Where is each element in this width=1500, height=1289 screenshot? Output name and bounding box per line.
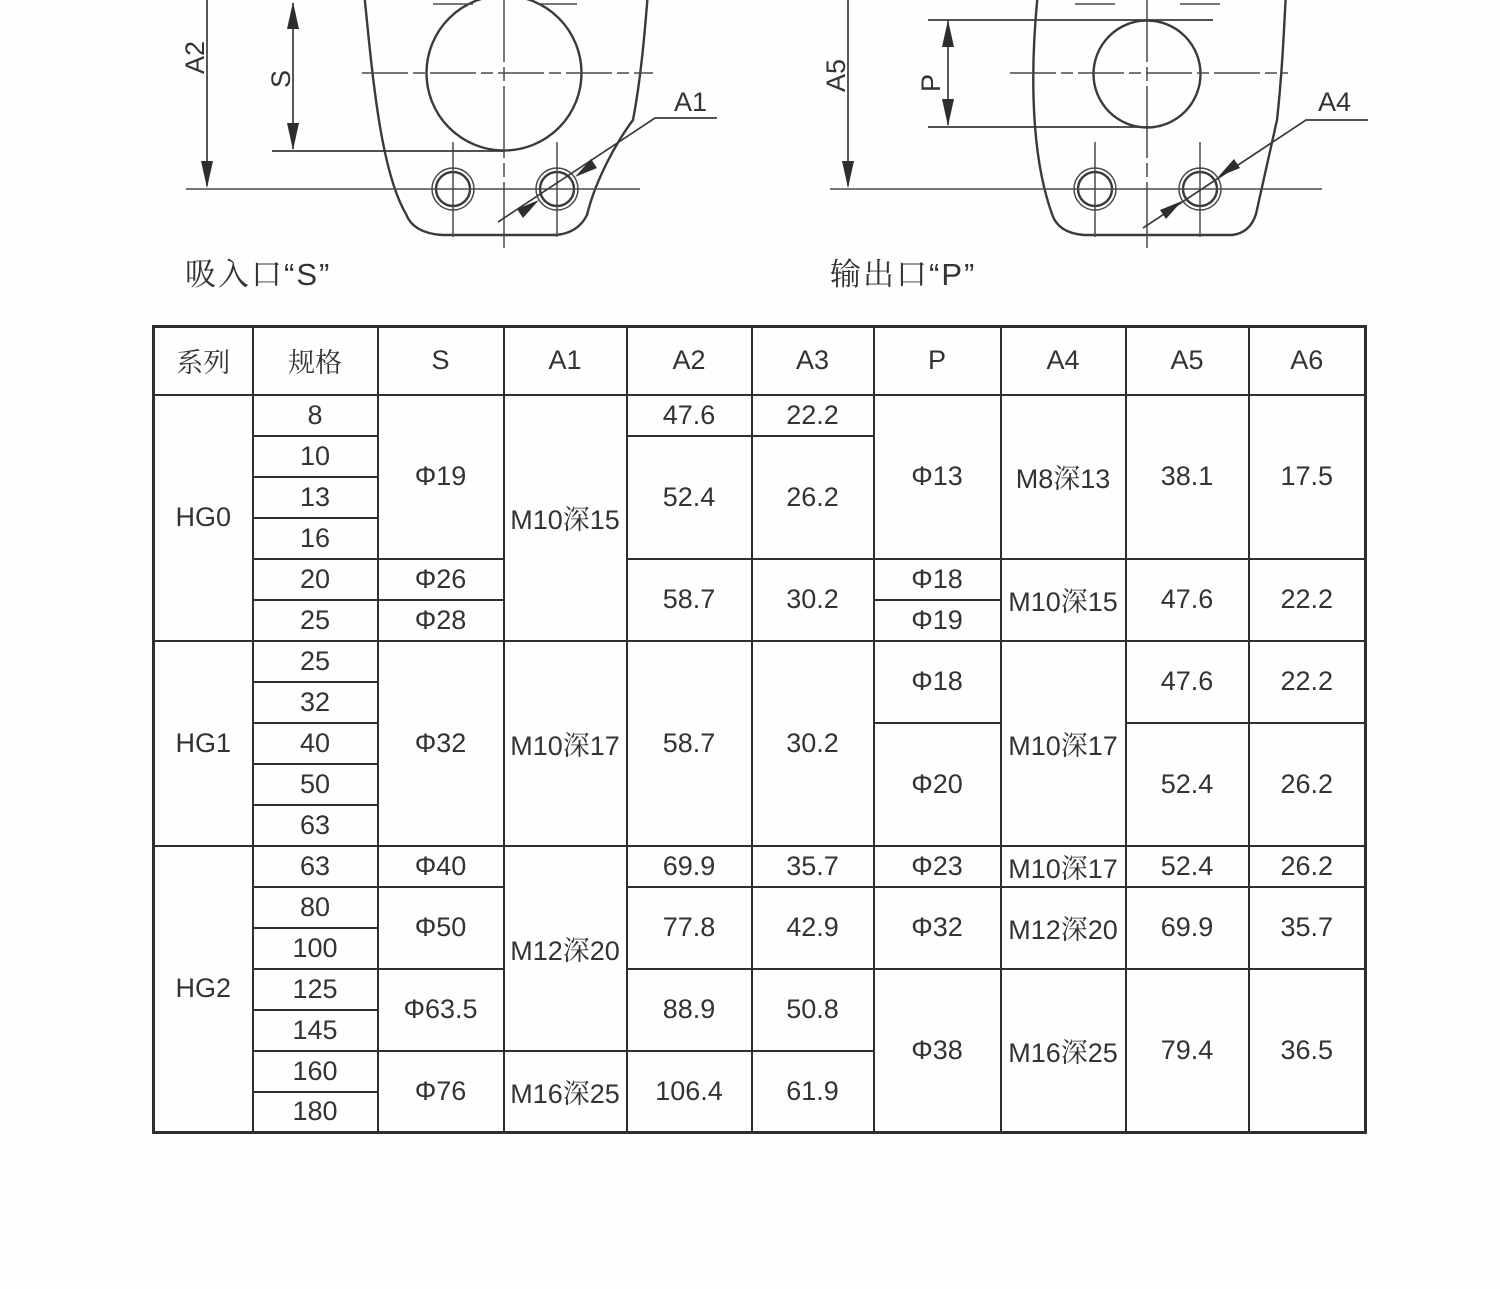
table-cell: 40 <box>253 723 378 764</box>
table-cell: 77.8 <box>627 887 752 969</box>
table-cell: 58.7 <box>627 559 752 641</box>
table-cell: 61.9 <box>752 1051 874 1133</box>
suction-caption: 吸入口“S” <box>185 257 332 292</box>
table-cell: 69.9 <box>1126 887 1249 969</box>
dim-s-arrow-bottom <box>287 123 299 150</box>
table-cell: 8 <box>253 395 378 436</box>
table-cell: M10深15 <box>1001 559 1126 641</box>
table-cell: 26.2 <box>752 436 874 559</box>
table-cell: 50.8 <box>752 969 874 1051</box>
table-cell: HG0 <box>154 395 253 641</box>
table-row <box>154 559 1366 600</box>
table-cell: Φ18 <box>874 559 1001 600</box>
dim-a2-label: A2 <box>180 40 210 74</box>
dim-a2-arrow <box>201 161 213 188</box>
table-cell: Φ38 <box>874 969 1001 1133</box>
table-header-cell: P <box>874 327 1001 395</box>
table-cell: Φ50 <box>378 887 504 969</box>
dim-p-arrow-bottom <box>942 99 954 126</box>
table-header-cell: 系列 <box>154 327 253 395</box>
leader-a4-label: A4 <box>1318 87 1352 117</box>
table-cell: 125 <box>253 969 378 1010</box>
table-cell: 52.4 <box>1126 723 1249 846</box>
port-diagrams <box>0 0 1500 310</box>
dim-a5-arrow <box>842 161 854 188</box>
table-cell: 22.2 <box>1249 559 1366 641</box>
table-cell: 58.7 <box>627 641 752 846</box>
output-flange-outline <box>1033 0 1286 235</box>
table-cell: Φ76 <box>378 1051 504 1133</box>
table-header-row <box>154 327 1366 395</box>
table-row <box>154 395 1366 436</box>
table-cell: 30.2 <box>752 641 874 846</box>
table-cell: M12深20 <box>504 846 627 1051</box>
table-cell: Φ63.5 <box>378 969 504 1051</box>
table-cell: 80 <box>253 887 378 928</box>
table-cell: M16深25 <box>504 1051 627 1133</box>
table-cell: M16深25 <box>1001 969 1126 1133</box>
table-cell: 47.6 <box>627 395 752 436</box>
dim-s-label: S <box>266 69 296 88</box>
table-row <box>154 969 1366 1010</box>
table-cell: 106.4 <box>627 1051 752 1133</box>
dim-a5-label: A5 <box>821 58 851 92</box>
table-cell: Φ26 <box>378 559 504 600</box>
table-cell: 160 <box>253 1051 378 1092</box>
table-cell: Φ19 <box>378 395 504 559</box>
output-port-diagram <box>821 0 1368 292</box>
table-header-cell: A4 <box>1001 327 1126 395</box>
table-cell: Φ32 <box>378 641 504 846</box>
table-cell: 63 <box>253 805 378 846</box>
table-header-cell: A2 <box>627 327 752 395</box>
table-cell: 22.2 <box>752 395 874 436</box>
table-cell: 32 <box>253 682 378 723</box>
table-cell: Φ13 <box>874 395 1001 559</box>
table-cell: 47.6 <box>1126 641 1249 723</box>
table-header-cell: 规格 <box>253 327 378 395</box>
table-cell: HG1 <box>154 641 253 846</box>
table-cell: 35.7 <box>752 846 874 887</box>
suction-port-diagram <box>180 0 717 292</box>
output-caption: 输出口“P” <box>830 257 977 292</box>
table-cell: M10深17 <box>504 641 627 846</box>
table-cell: 22.2 <box>1249 641 1366 723</box>
table-cell: M10深17 <box>1001 846 1126 887</box>
table-cell: 36.5 <box>1249 969 1366 1133</box>
table-cell: Φ18 <box>874 641 1001 723</box>
table-cell: 50 <box>253 764 378 805</box>
spec-table-body <box>154 395 1366 1133</box>
table-row <box>154 887 1366 928</box>
leader-a1-label: A1 <box>674 87 708 117</box>
table-cell: 17.5 <box>1249 395 1366 559</box>
table-cell: 180 <box>253 1092 378 1133</box>
table-cell: 16 <box>253 518 378 559</box>
table-cell: 25 <box>253 641 378 682</box>
table-cell: 38.1 <box>1126 395 1249 559</box>
table-cell: 13 <box>253 477 378 518</box>
table-cell: Φ28 <box>378 600 504 641</box>
table-cell: 47.6 <box>1126 559 1249 641</box>
table-cell: Φ32 <box>874 887 1001 969</box>
table-cell: 100 <box>253 928 378 969</box>
table-cell: 88.9 <box>627 969 752 1051</box>
leader-a4-arrow-inner <box>1160 201 1182 219</box>
table-cell: 52.4 <box>627 436 752 559</box>
table-cell: HG2 <box>154 846 253 1133</box>
table-header-cell: A1 <box>504 327 627 395</box>
table-cell: 35.7 <box>1249 887 1366 969</box>
table-cell: 25 <box>253 600 378 641</box>
table-header-cell: A6 <box>1249 327 1366 395</box>
dim-p-arrow-top <box>942 20 954 47</box>
table-cell: 20 <box>253 559 378 600</box>
table-cell: M12深20 <box>1001 887 1126 969</box>
table-cell: 69.9 <box>627 846 752 887</box>
table-cell: 42.9 <box>752 887 874 969</box>
table-cell: 63 <box>253 846 378 887</box>
table-row <box>154 846 1366 887</box>
spec-table-head <box>154 327 1366 395</box>
table-cell: 79.4 <box>1126 969 1249 1133</box>
table-cell: 30.2 <box>752 559 874 641</box>
table-cell: Φ40 <box>378 846 504 887</box>
dim-p-label: P <box>916 73 946 92</box>
table-cell: 26.2 <box>1249 846 1366 887</box>
table-cell: 52.4 <box>1126 846 1249 887</box>
table-cell: Φ20 <box>874 723 1001 846</box>
table-cell: M10深15 <box>504 395 627 641</box>
table-row <box>154 641 1366 682</box>
table-cell: 26.2 <box>1249 723 1366 846</box>
table-cell: M10深17 <box>1001 641 1126 846</box>
table-cell: Φ19 <box>874 600 1001 641</box>
table-cell: M8深13 <box>1001 395 1126 559</box>
table-header-cell: S <box>378 327 504 395</box>
table-cell: 145 <box>253 1010 378 1051</box>
dim-s-arrow-top <box>287 2 299 29</box>
table-cell: Φ23 <box>874 846 1001 887</box>
table-header-cell: A3 <box>752 327 874 395</box>
spec-table <box>152 325 1367 1134</box>
leader-a4-arrow-outer <box>1218 159 1240 177</box>
table-cell: 10 <box>253 436 378 477</box>
suction-flange-outline <box>364 0 648 235</box>
table-header-cell: A5 <box>1126 327 1249 395</box>
